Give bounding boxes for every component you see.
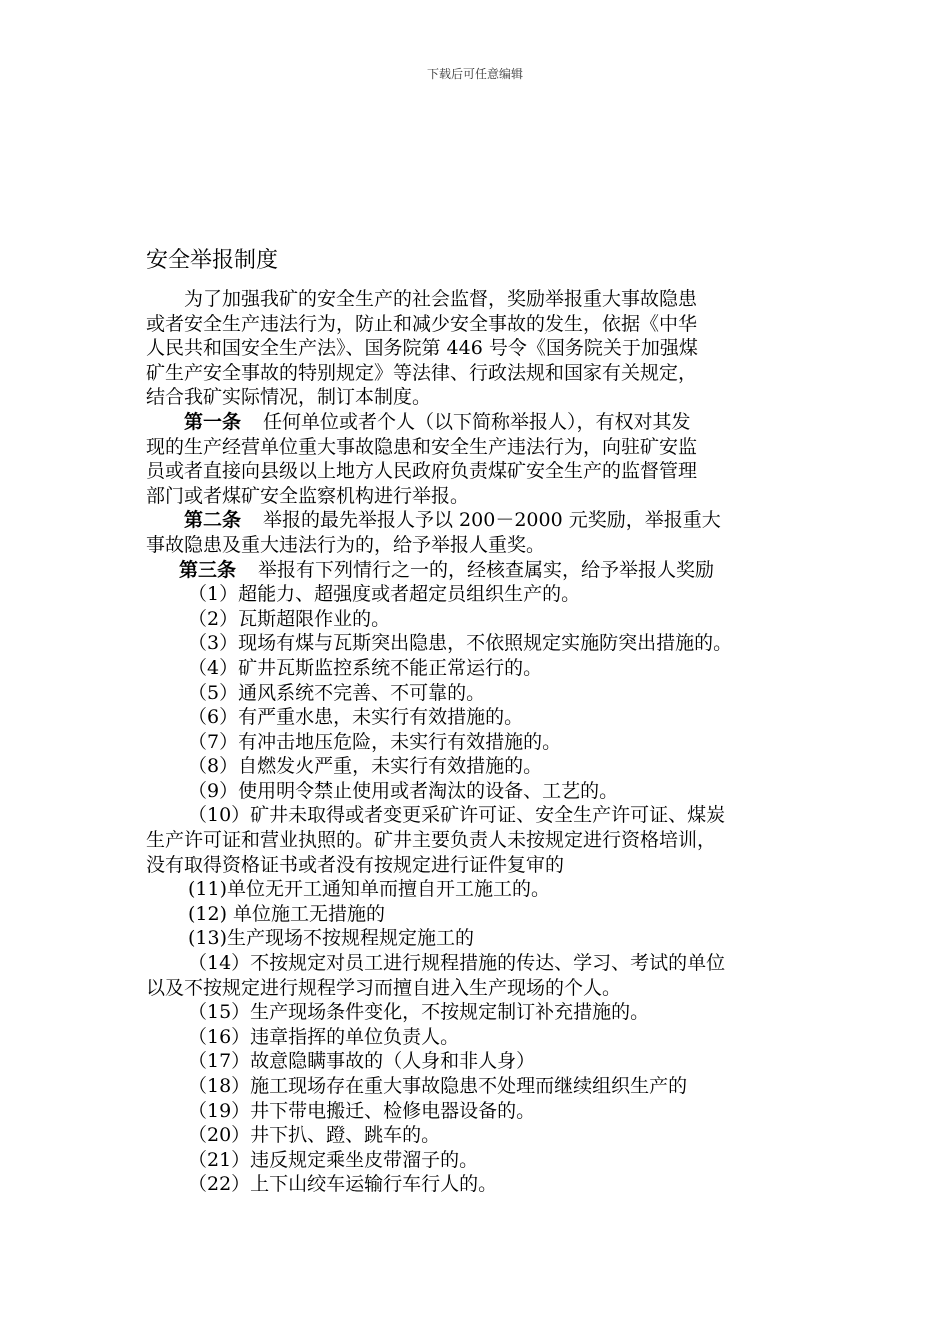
intro-line: 为了加强我矿的安全生产的社会监督，奖励举报重大事故隐患: [184, 288, 698, 310]
intro-line: 结合我矿实际情况，制订本制度。: [146, 386, 432, 409]
list-item: (13)生产现场不按规程规定施工的: [188, 927, 475, 950]
article-2-label: 第二条: [184, 509, 242, 532]
article-3-text: 举报有下列情行之一的，经核查属实，给予举报人奖励: [258, 558, 715, 581]
article-1-line: 员或者直接向县级以上地方人民政府负责煤矿安全生产的监督管理: [146, 460, 698, 483]
article-1-text: 任何单位或者个人（以下简称举报人），有权对其发: [263, 410, 691, 433]
article-1-label: 第一条: [184, 410, 242, 433]
intro-line: 人民共和国安全生产法》、国务院第 446 号令《国务院关于加强煤: [146, 337, 698, 360]
list-item: （15）生产现场条件变化，不按规定制订补充措施的。: [188, 1001, 650, 1024]
article-2-text: 举报的最先举报人予以 200－2000 元奖励，举报重大: [263, 509, 721, 532]
list-item: （5）通风系统不完善、不可靠的。: [188, 681, 486, 704]
list-item: （18）施工现场存在重大事故隐患不处理而继续组织生产的: [188, 1075, 688, 1097]
list-item-continued: 没有取得资格证书或者没有按规定进行证件复审的: [146, 853, 565, 876]
list-item: （17）故意隐瞒事故的（人身和非人身）: [188, 1050, 536, 1073]
list-item: (12) 单位施工无措施的: [188, 902, 386, 925]
header-note: 下载后可任意编辑: [426, 67, 523, 81]
list-item: （19）井下带电搬迁、检修电器设备的。: [188, 1099, 536, 1122]
article-2-line: 事故隐患及重大违法行为的，给予举报人重奖。: [146, 533, 546, 556]
article-3-label: 第三条: [179, 558, 237, 581]
list-item: （8）自燃发火严重，未实行有效措施的。: [188, 755, 543, 778]
list-item: （6）有严重水患，未实行有效措施的。: [188, 706, 524, 729]
article-1-line: [146, 410, 806, 435]
list-item: （4）矿井瓦斯监控系统不能正常运行的。: [188, 656, 543, 679]
article-2-line: [146, 508, 806, 533]
document-title: 安全举报制度: [146, 248, 279, 273]
list-item-continued: 以及不按规定进行规程学习而擅自进入生产现场的个人。: [146, 976, 622, 999]
article-1-line: 部门或者煤矿安全监察机构进行举报。: [146, 484, 470, 507]
list-item: （3）现场有煤与瓦斯突出隐患，不依照规定实施防突出措施的。: [188, 632, 733, 655]
list-item: （9）使用明令禁止使用或者淘汰的设备、工艺的。: [188, 779, 619, 802]
article-1-line: 现的生产经营单位重大事故隐患和安全生产违法行为，向驻矿安监: [146, 435, 698, 458]
list-item: (11)单位无开工通知单而擅自开工施工的。: [188, 878, 551, 901]
list-item: （21）违反规定乘坐皮带溜子的。: [188, 1148, 479, 1171]
list-item: （1）超能力、超强度或者超定员组织生产的。: [188, 583, 581, 606]
intro-line: 矿生产安全事故的特别规定》等法律、行政法规和国家有关规定，: [146, 361, 698, 384]
list-item-continued: 生产许可证和营业执照的。矿井主要负责人未按规定进行资格培训，: [146, 829, 717, 852]
document-body: [146, 287, 806, 1197]
list-item: （14）不按规定对员工进行规程措施的传达、学习、考试的单位: [188, 952, 726, 975]
list-item: （10）矿井未取得或者变更采矿许可证、安全生产许可证、煤炭: [188, 804, 726, 827]
intro-line: 或者安全生产违法行为，防止和减少安全事故的发生，依据《中华: [146, 312, 698, 335]
list-item: （20）井下扒、蹬、跳车的。: [188, 1124, 441, 1147]
list-item: （7）有冲击地压危险，未实行有效措施的。: [188, 730, 562, 753]
article-3-line: [146, 558, 806, 583]
list-item: （2）瓦斯超限作业的。: [188, 607, 391, 630]
list-item: （16）违章指挥的单位负责人。: [188, 1025, 460, 1048]
list-item: （22）上下山绞车运输行车行人的。: [188, 1173, 498, 1196]
